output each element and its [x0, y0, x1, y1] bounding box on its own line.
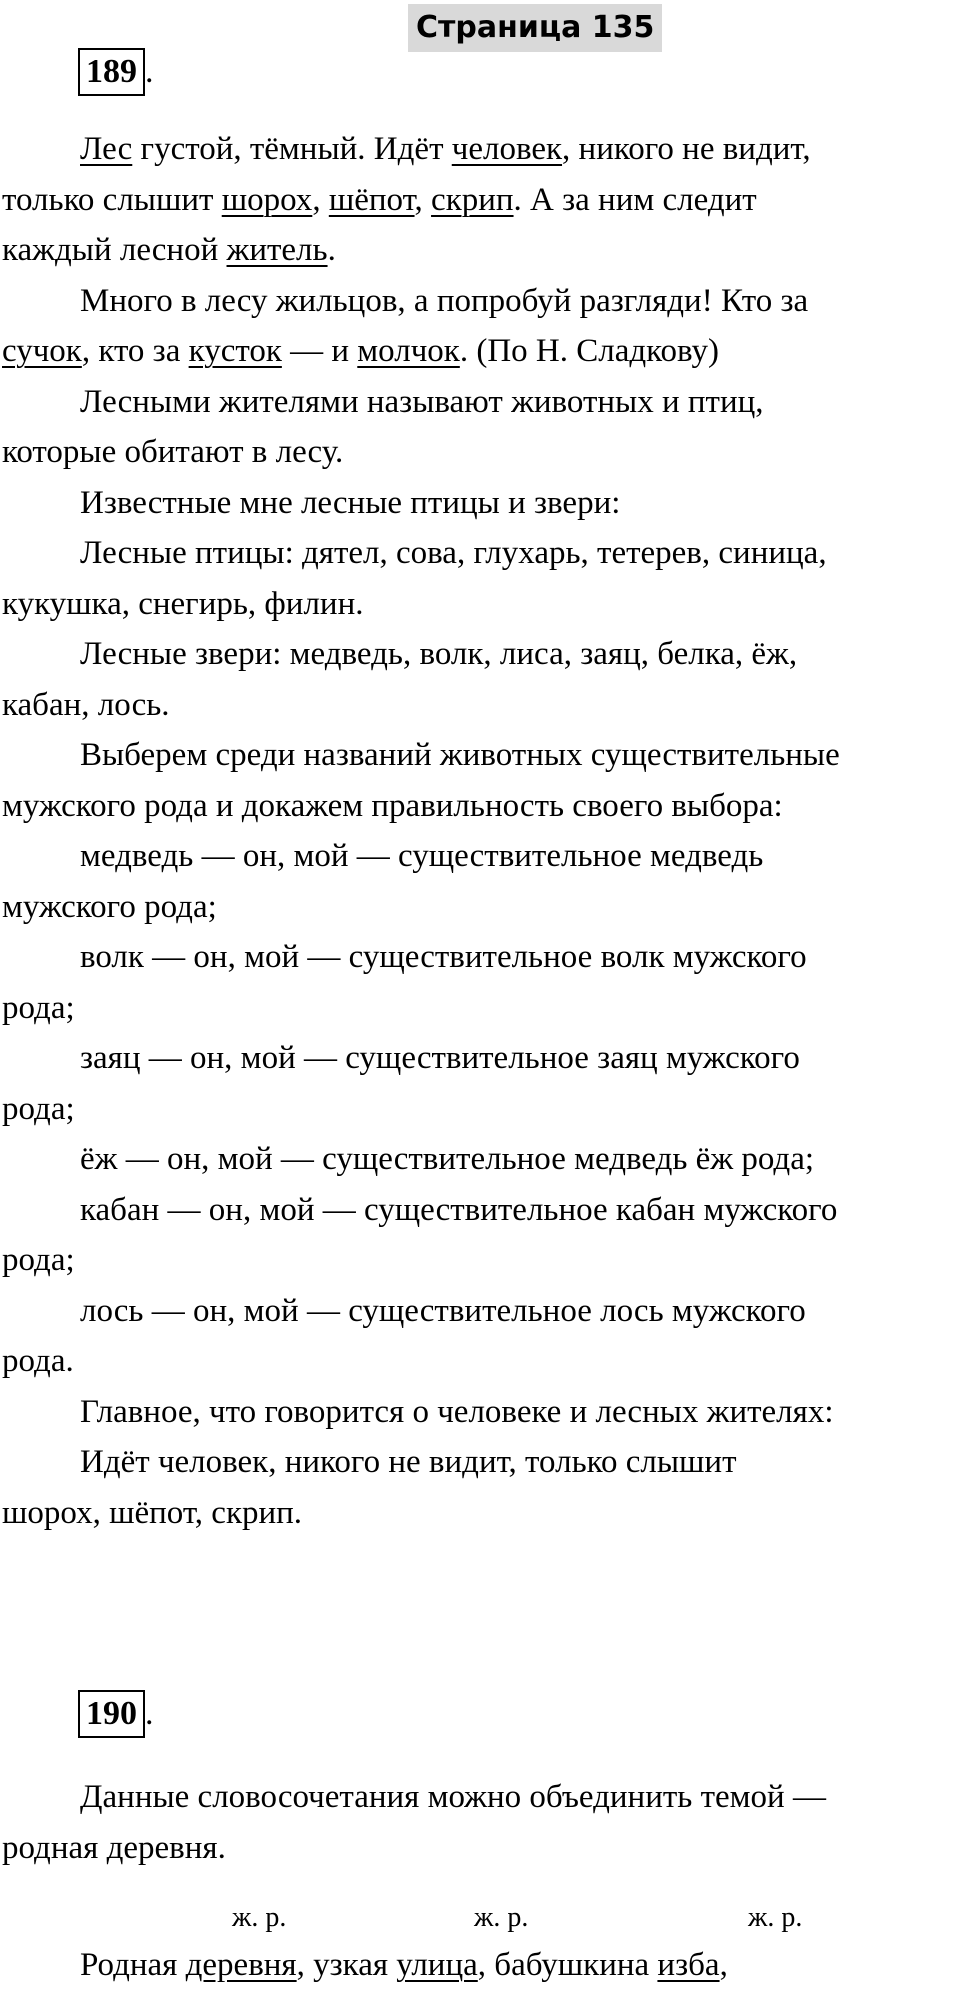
text-line: ёж — он, мой — существительное медведь ёж рода; — [80, 1141, 815, 1177]
underlined-word: деревня — [185, 1947, 297, 1983]
text-line: кабан — он, мой — существительное кабан мужского — [80, 1191, 838, 1228]
text-line: Лес густой, тёмный. Идёт человек, никого не видит, — [80, 131, 811, 167]
text-line: мужского рода и докажем правильность своего выбора: — [2, 787, 783, 824]
underlined-word: шёпот — [328, 181, 415, 218]
gender-label: ж. р. — [232, 1902, 287, 1933]
text-line: только слышит шорох, шёпот, скрип. А за ним следит — [2, 181, 757, 218]
text-line: рода. — [2, 1343, 74, 1379]
underlined-word: молчок — [357, 333, 460, 369]
underlined-word: улица — [396, 1947, 478, 1983]
task-190-phrase — [2, 1940, 958, 1991]
text-line: Много в лесу жильцов, а попробуй разгляди! Кто за — [80, 282, 809, 319]
text-line: Главное, что говорится о человеке и лесных жителях: — [80, 1393, 834, 1430]
task-189-text — [2, 124, 958, 1538]
text-line: Выберем среди названий животных существительные — [80, 737, 840, 773]
underlined-word: Лес — [80, 131, 133, 167]
underlined-word: изба — [657, 1947, 720, 1983]
task-number-190: 190 . — [78, 1690, 154, 1738]
text-line: мужского рода; — [2, 888, 217, 925]
underlined-word: человек — [451, 131, 563, 167]
text-line: шорох, шёпот, скрип. — [2, 1494, 303, 1531]
text-line: Лесные птицы: дятел, сова, глухарь, тетерев, синица, — [80, 535, 827, 571]
underlined-word: сучок — [2, 333, 82, 369]
underlined-word: скрип — [431, 181, 514, 218]
text-line: рода; — [2, 1090, 75, 1127]
text-line: которые обитают в лесу. — [2, 434, 344, 470]
page-title: Страница 135 — [408, 4, 662, 52]
text-line: кабан, лось. — [2, 686, 170, 723]
text-line: заяц — он, мой — существительное заяц мужского — [80, 1040, 800, 1076]
text-line: рода; — [2, 989, 75, 1026]
text-line: Лесные звери: медведь, волк, лиса, заяц, белка, ёж, — [80, 636, 798, 672]
text-line: рода; — [2, 1242, 75, 1278]
text-line: Известные мне лесные птицы и звери: — [80, 484, 621, 521]
text-line: лось — он, мой — существительное лось мужского — [80, 1292, 806, 1329]
text-line: сучок, кто за кусток — и молчок. (По Н. Сладкову) — [2, 333, 719, 369]
text-line: Родная деревня, узкая улица, бабушкина изба, — [80, 1947, 728, 1983]
text-line: кукушка, снегирь, филин. — [2, 585, 364, 622]
task-190-text — [2, 1772, 958, 1873]
text-line: каждый лесной житель. — [2, 232, 336, 268]
text-line: Лесными жителями называют животных и птиц, — [80, 383, 764, 420]
text-line: Данные словосочетания можно объединить темой — — [80, 1779, 826, 1815]
underlined-word: житель — [226, 232, 328, 268]
underlined-word: кусток — [188, 333, 282, 369]
task-number-box: 190 — [78, 1690, 145, 1738]
gender-label: ж. р. — [474, 1902, 529, 1933]
text-line: волк — он, мой — существительное волк мужского — [80, 939, 807, 975]
gender-label: ж. р. — [748, 1902, 803, 1933]
text-line: Идёт человек, никого не видит, только слышит — [80, 1444, 737, 1480]
text-line: родная деревня. — [2, 1829, 226, 1866]
underlined-word: шорох — [221, 181, 313, 218]
text-line: медведь — он, мой — существительное медведь — [80, 838, 764, 874]
task-number-189: 189 . — [78, 48, 154, 96]
task-number-box: 189 — [78, 48, 145, 96]
